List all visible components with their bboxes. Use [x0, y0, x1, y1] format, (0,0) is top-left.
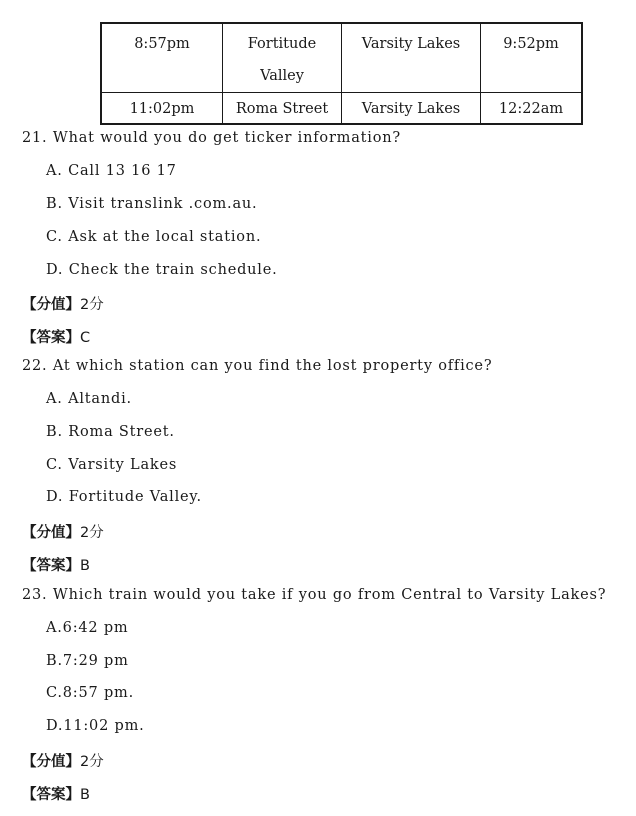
q21-answer [22, 326, 90, 347]
score-value: 2分 [80, 525, 104, 541]
q23-option-c: C.8:57 pm. [46, 685, 134, 701]
q22-option-b: B. Roma Street. [46, 424, 175, 440]
table-row [101, 93, 582, 125]
answer-value: B [80, 558, 90, 574]
q22-option-d: D. Fortitude Valley. [46, 489, 202, 505]
from-line-2: Valley [260, 68, 304, 84]
score-value: 2分 [80, 754, 104, 770]
q21-option-d: D. Check the train schedule. [46, 262, 278, 278]
table-cell-departure: 11:02pm [101, 93, 223, 125]
train-timetable [100, 22, 583, 125]
table-row [101, 23, 582, 93]
q23-score [22, 750, 104, 771]
score-label: 【分值】 [22, 525, 80, 541]
answer-value: C [80, 330, 91, 346]
answer-label: 【答案】 [22, 787, 80, 803]
question-23-text: 23. Which train would you take if you go from Central to Varsity Lakes? [22, 587, 607, 603]
q23-option-d: D.11:02 pm. [46, 718, 145, 734]
q21-option-c: C. Ask at the local station. [46, 229, 262, 245]
q21-option-a: A. Call 13 16 17 [46, 163, 177, 179]
q23-option-a: A.6:42 pm [46, 620, 129, 636]
table-cell-from [223, 23, 342, 93]
table-cell-departure: 8:57pm [101, 23, 223, 93]
q23-answer [22, 783, 90, 804]
table-cell-to: Varsity Lakes [342, 23, 481, 93]
q21-option-b: B. Visit translink .com.au. [46, 196, 258, 212]
score-label: 【分值】 [22, 754, 80, 770]
answer-label: 【答案】 [22, 558, 80, 574]
answer-value: B [80, 787, 90, 803]
table-cell-from: Roma Street [223, 93, 342, 125]
q22-answer [22, 554, 90, 575]
q23-option-b: B.7:29 pm [46, 653, 129, 669]
table-cell-arrival: 12:22am [481, 93, 583, 125]
q21-score [22, 293, 104, 314]
table-cell-arrival: 9:52pm [481, 23, 583, 93]
q22-option-c: C. Varsity Lakes [46, 457, 178, 473]
question-21-text: 21. What would you do get ticker information? [22, 130, 401, 146]
answer-label: 【答案】 [22, 330, 80, 346]
table-cell-to: Varsity Lakes [342, 93, 481, 125]
question-22-text: 22. At which station can you find the lost property office? [22, 358, 493, 374]
score-value: 2分 [80, 297, 104, 313]
q22-option-a: A. Altandi. [46, 391, 132, 407]
from-line-1: Fortitude [247, 36, 317, 52]
score-label: 【分值】 [22, 297, 80, 313]
q22-score [22, 521, 104, 542]
